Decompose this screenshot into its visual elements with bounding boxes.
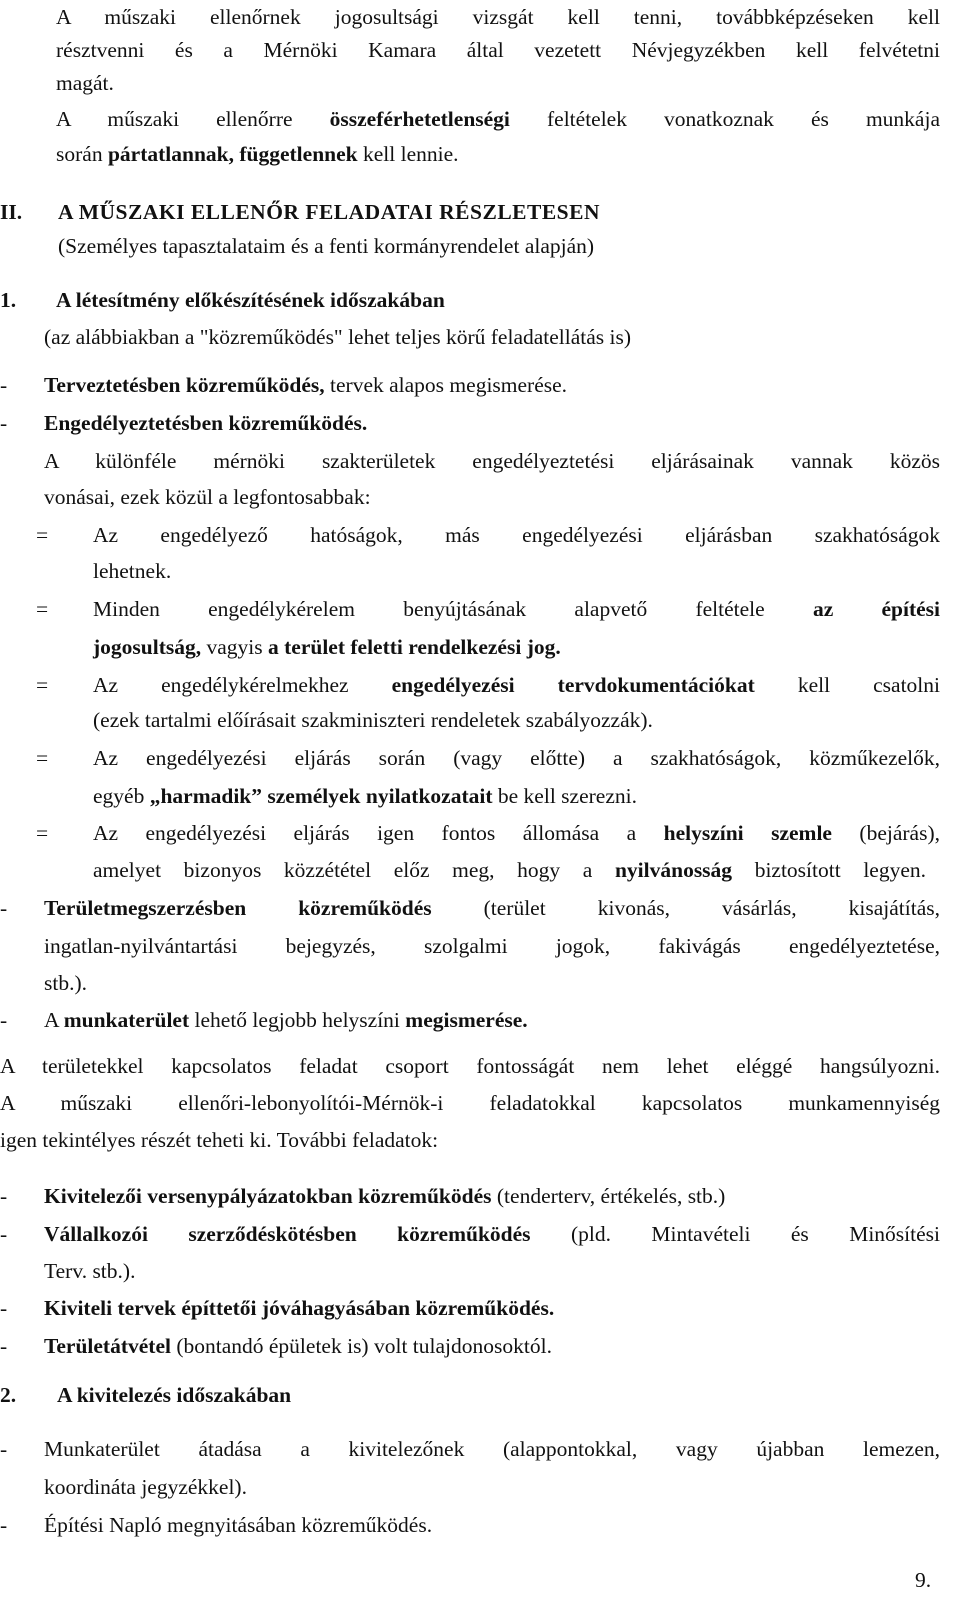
text: feltételek vonatkoznak és munkája <box>509 107 940 131</box>
text: A <box>44 1008 64 1032</box>
bold-text: pártatlannak, függetlennek <box>107 142 358 166</box>
text: vagyis <box>201 635 268 659</box>
text: tervek alapos megismerése. <box>324 373 568 397</box>
eq-item-line: lehetnek. <box>93 559 172 583</box>
text: Az engedélykérelmekhez <box>93 673 392 697</box>
list-dash: - <box>0 1222 8 1246</box>
eq-item-line <box>93 781 637 811</box>
intro-line-2: résztvenni és a Mérnöki Kamara által vezetett Névjegyzékben kell felvétetni <box>56 38 940 62</box>
text: Minden engedélykérelem benyújtásának alapvető feltétele <box>93 597 813 621</box>
subsection-number: 2. <box>0 1383 17 1407</box>
bold-text: összeférhetetlenségi <box>329 107 510 131</box>
text: során <box>56 142 108 166</box>
bold-text: az építési <box>812 597 940 621</box>
bold-text: Terveztetésben közreműködés, <box>44 373 325 397</box>
bold-text: Területátvétel <box>44 1334 171 1358</box>
list-item-line <box>44 1181 725 1211</box>
paragraph-line: igen tekintélyes részét teheti ki. További feladatok: <box>0 1128 439 1152</box>
text: (bejárás), <box>831 821 941 845</box>
subsection-title: A létesítmény előkészítésének időszakában <box>56 288 445 312</box>
bold-text: megismerése. <box>405 1008 528 1032</box>
text: kell csatolni <box>754 673 940 697</box>
subsection-note: (az alábbiakban a "közreműködés" lehet teljes körű feladatellátás is) <box>44 325 632 349</box>
eq-item-line <box>93 855 926 885</box>
list-item-line <box>44 1219 940 1249</box>
equals-bullet: = <box>36 523 49 547</box>
text: kell lennie. <box>357 142 459 166</box>
list-item-line <box>44 893 940 923</box>
text: A műszaki ellenőrre <box>56 107 330 131</box>
list-item-line: ingatlan-nyilvántartási bejegyzés, szolgalmi jogok, fakivágás engedélyeztetése, <box>44 934 940 958</box>
text: (bontandó épületek is) volt tulajdonosoktól. <box>170 1334 552 1358</box>
list-item <box>44 370 567 400</box>
text: amelyet bizonyos közzététel előz meg, hogy a <box>93 858 615 882</box>
bold-text: engedélyezési tervdokumentációkat <box>391 673 755 697</box>
equals-bullet: = <box>36 673 49 697</box>
list-item: Engedélyeztetésben közreműködés. <box>44 411 368 435</box>
list-item-line <box>44 1005 528 1035</box>
intro-line-4 <box>56 104 940 134</box>
paragraph-line: vonásai, ezek közül a legfontosabbak: <box>44 485 371 509</box>
eq-item-line <box>93 670 940 700</box>
list-dash: - <box>0 1008 8 1032</box>
bold-text: „harmadik” személyek nyilatkozatait <box>149 784 493 808</box>
section-number: II. <box>0 200 23 224</box>
equals-bullet: = <box>36 597 49 621</box>
subsection-number: 1. <box>0 288 17 312</box>
eq-item-line: (ezek tartalmi előírásait szakminiszteri rendeletek szabályozzák). <box>93 708 653 732</box>
paragraph-line: A területekkel kapcsolatos feladat csoport fontosságát nem lehet eléggé hangsúlyozni. <box>0 1054 940 1078</box>
eq-item-line <box>93 632 561 662</box>
list-item-line: Munkaterület átadása a kivitelezőnek (alappontokkal, vagy újabban lemezen, <box>44 1437 940 1461</box>
bold-text: jogosultság, <box>93 635 202 659</box>
text: (tenderterv, értékelés, stb.) <box>491 1184 726 1208</box>
bold-text: Területmegszerzésben közreműködés <box>44 896 432 920</box>
bold-text: nyilvánosság <box>614 858 733 882</box>
list-item-line <box>44 1331 552 1361</box>
paragraph-line: A műszaki ellenőri-lebonyolítói-Mérnök-i feladatokkal kapcsolatos munkamennyiség <box>0 1091 940 1115</box>
text: biztosított legyen. <box>732 858 926 882</box>
section-subtitle: (Személyes tapasztalataim és a fenti kormányrendelet alapján) <box>58 234 595 258</box>
list-item-line: Terv. stb.). <box>44 1259 136 1283</box>
list-item-line: Kiviteli tervek építtetői jóváhagyásában közreműködés. <box>44 1296 555 1320</box>
list-dash: - <box>0 1296 8 1320</box>
text: be kell szerezni. <box>492 784 637 808</box>
text: lehető legjobb helyszíni <box>189 1008 406 1032</box>
text: egyéb <box>93 784 150 808</box>
bold-text: Kivitelezői versenypályázatokban közreműködés <box>44 1184 492 1208</box>
list-dash: - <box>0 373 8 397</box>
list-item-line: Építési Napló megnyitásában közreműködés. <box>44 1513 433 1537</box>
list-dash: - <box>0 1184 8 1208</box>
bold-text: Vállalkozói szerződéskötésben közreműködés <box>44 1222 531 1246</box>
list-dash: - <box>0 1334 8 1358</box>
list-dash: - <box>0 1437 8 1461</box>
subsection-title: A kivitelezés időszakában <box>57 1383 292 1407</box>
text: Az engedélyezési eljárás igen fontos állomása a <box>93 821 664 845</box>
eq-item-line: Az engedélyezési eljárás során (vagy előtte) a szakhatóságok, közműkezelők, <box>93 746 940 770</box>
list-dash: - <box>0 411 8 435</box>
bold-text: a terület feletti rendelkezési jog. <box>268 635 561 659</box>
page-number: 9. <box>915 1568 932 1592</box>
list-dash: - <box>0 896 8 920</box>
intro-line-1: A műszaki ellenőrnek jogosultsági vizsgát kell tenni, továbbképzéseken kell <box>56 5 940 29</box>
bold-text: munkaterület <box>63 1008 190 1032</box>
equals-bullet: = <box>36 746 49 770</box>
intro-line-5 <box>56 139 459 169</box>
bold-text: helyszíni szemle <box>663 821 832 845</box>
list-item-line: koordináta jegyzékkel). <box>44 1475 247 1499</box>
equals-bullet: = <box>36 821 49 845</box>
eq-item-line <box>93 594 940 624</box>
eq-item-line: Az engedélyező hatóságok, más engedélyezési eljárásban szakhatóságok <box>93 523 940 547</box>
text: (pld. Mintavételi és Minősítési <box>530 1222 940 1246</box>
intro-line-3: magát. <box>56 71 114 95</box>
eq-item-line <box>93 818 940 848</box>
text: (terület kivonás, vásárlás, kisajátítás, <box>431 896 940 920</box>
list-dash: - <box>0 1513 8 1537</box>
list-item-line: stb.). <box>44 971 87 995</box>
paragraph-line: A különféle mérnöki szakterületek engedélyeztetési eljárásainak vannak közös <box>44 449 940 473</box>
section-title: A MŰSZAKI ELLENŐR FELADATAI RÉSZLETESEN <box>58 200 600 224</box>
